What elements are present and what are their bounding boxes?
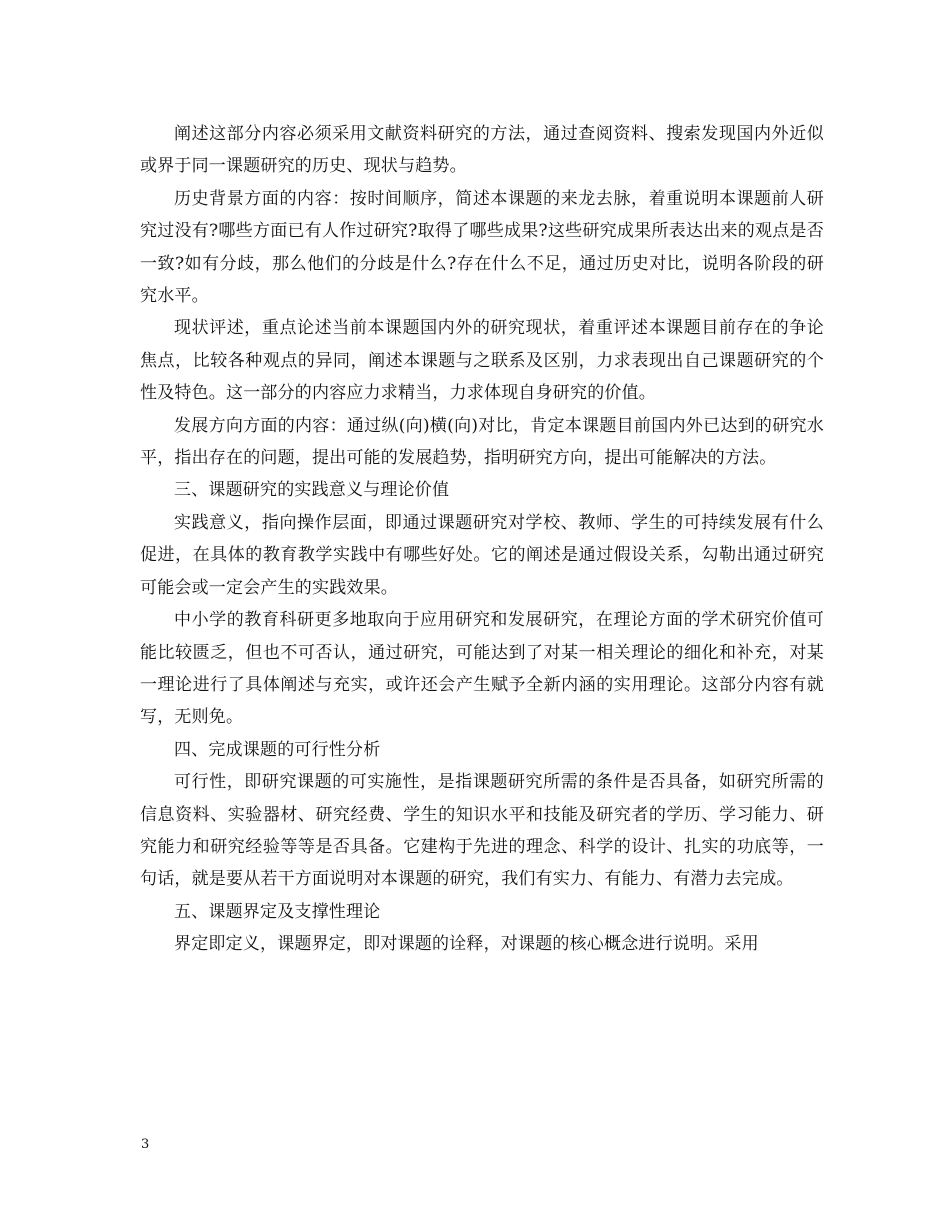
section-heading-practical-significance: 三、课题研究的实践意义与理论价值 xyxy=(174,480,450,501)
paragraph-practical-meaning: 实践意义，指向操作层面，即通过课题研究对学校、教师、学生的可持续发展有什么促进，在具体的教育教学实践中有哪些好处。它的阐述是通过假设关系，勾勒出通过研究可能会或一定会产生的实践效果。 xyxy=(140,512,824,598)
section-heading-feasibility: 四、完成课题的可行性分析 xyxy=(174,739,381,760)
paragraph-literature-method: 阐述这部分内容必须采用文献资料研究的方法，通过查阅资料、搜索发现国内外近似或界于同一课题研究的历史、现状与趋势。 xyxy=(140,124,824,177)
paragraph-current-status: 现状评述，重点论述当前本课题国内外的研究现状，着重评述本课题目前存在的争论焦点，比较各种观点的异同，阐述本课题与之联系及区别，力求表现出自己课题研究的个性及特色。这一部分的内容应力求精当，力求体现自身研究的价值。 xyxy=(140,318,824,404)
paragraph-theoretical-value: 中小学的教育科研更多地取向于应用研究和发展研究，在理论方面的学术研究价值可能比较匮乏，但也不可否认，通过研究，可能达到了对某一相关理论的细化和补充，对某一理论进行了具体阐述与充实，或许还会产生赋予全新内涵的实用理论。这部分内容有就写，无则免。 xyxy=(140,610,824,728)
section-heading-definition-theory: 五、课题界定及支撑性理论 xyxy=(174,901,381,922)
page-number: 3 xyxy=(141,1137,150,1152)
paragraph-historical-background: 历史背景方面的内容：按时间顺序，简述本课题的来龙去脉，着重说明本课题前人研究过没有?哪些方面已有人作过研究?取得了哪些成果?这些研究成果所表达出来的观点是否一致?如有分歧，那么他们的分歧是什么?存在什么不足，通过历史对比，说明各阶段的研究水平。 xyxy=(140,188,824,307)
document-body xyxy=(140,118,824,961)
paragraph-definition: 界定即定义，课题界定，即对课题的诠释，对课题的核心概念进行说明。采用 xyxy=(174,934,759,955)
paragraph-development-direction: 发展方向方面的内容：通过纵(向)横(向)对比，肯定本课题目前国内外已达到的研究水平，指出存在的问题，提出可能的发展趋势，指明研究方向，提出可能解决的方法。 xyxy=(140,415,824,469)
paragraph-feasibility: 可行性，即研究课题的可实施性，是指课题研究所需的条件是否具备，如研究所需的信息资料、实验器材、研究经费、学生的知识水平和技能及研究者的学历、学习能力、研究能力和研究经验等等是否具备。它建构于先进的理念、科学的设计、扎实的功底等，一句话，就是要从若干方面说明对本课题的研究，我们有实力、有能力、有潜力去完成。 xyxy=(140,772,824,890)
